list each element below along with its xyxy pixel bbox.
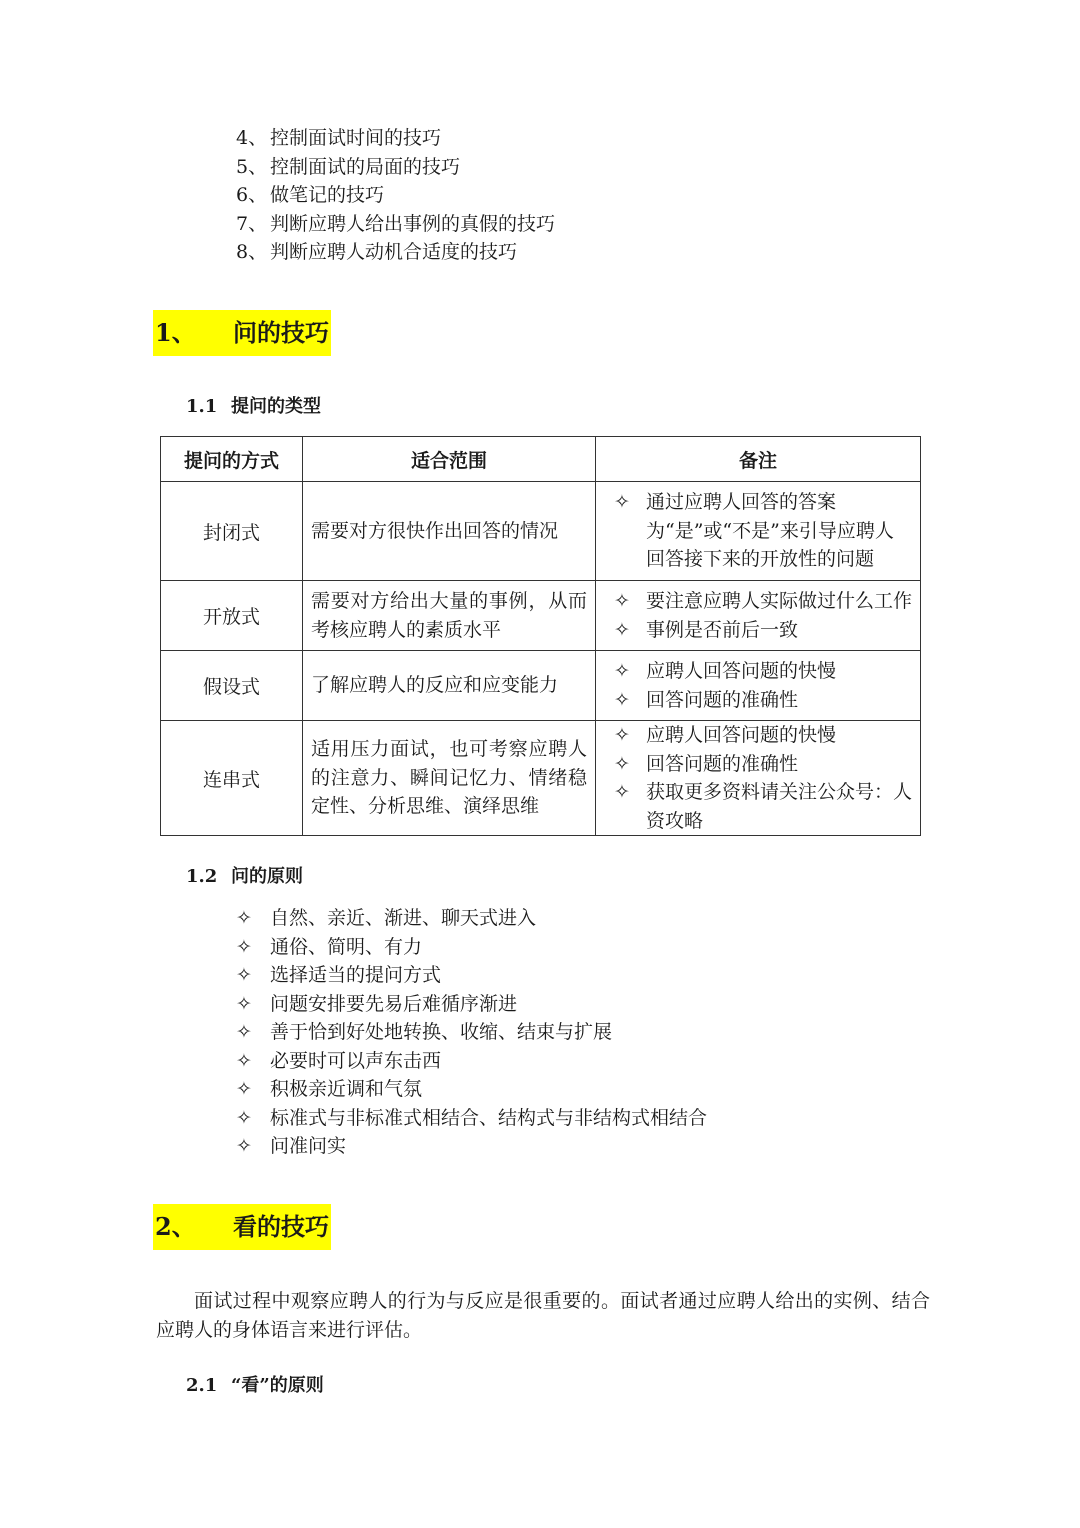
principle-item — [236, 1104, 707, 1133]
subheading-question-types — [186, 395, 321, 419]
diamond-bullet-icon: ✧ — [236, 1106, 252, 1129]
principle-text: 标准式与非标准式相结合、结构式与非结构式相结合 — [270, 1106, 708, 1129]
principle-text: 必要时可以声东击西 — [270, 1049, 442, 1072]
diamond-bullet-icon: ✧ — [236, 935, 252, 958]
principle-text: 问题安排要先易后难循序渐进 — [270, 992, 518, 1015]
note-item — [614, 686, 912, 715]
list-item-text: 控制面试时间的技巧 — [270, 127, 442, 149]
principle-text: 善于恰到好处地转换、收缩、结束与扩展 — [270, 1021, 613, 1043]
subheading-title: 提问的类型 — [231, 396, 321, 417]
principle-item — [236, 1018, 707, 1047]
list-item-text: 做笔记的技巧 — [270, 184, 385, 206]
diamond-bullet-icon: ✧ — [614, 752, 630, 775]
principle-item — [236, 990, 707, 1019]
list-item-number: 7、 — [236, 212, 268, 235]
table-cell-notes — [596, 721, 921, 836]
diamond-bullet-icon: ✧ — [614, 491, 630, 514]
principle-item — [236, 1075, 707, 1104]
note-text: 要注意应聘人实际做过什么工作 — [646, 590, 913, 612]
principle-text: 问准问实 — [270, 1135, 347, 1157]
table-row — [161, 721, 921, 836]
note-text: 回答问题的准确性 — [646, 752, 799, 775]
note-text: 通过应聘人回答的答案为“是”或“不是”来引导应聘人回答接下来的开放性的问题 — [646, 491, 894, 571]
diamond-bullet-icon: ✧ — [614, 618, 630, 641]
diamond-bullet-icon: ✧ — [614, 688, 630, 711]
look-intro-paragraph: 面试过程中观察应聘人的行为与反应是很重要的。面试者通过应聘人给出的实例、结合应聘人的身体语言来进行评估。 — [156, 1290, 930, 1341]
list-item — [236, 181, 555, 210]
question-types-table — [160, 436, 921, 836]
subheading-number: 1.1 — [186, 396, 218, 417]
section-heading-look — [153, 1204, 331, 1250]
note-item — [614, 616, 912, 645]
section-title: 问的技巧 — [233, 318, 329, 347]
note-text: 获取更多资料请关注公众号：人资攻略 — [646, 781, 913, 832]
table-cell-scope: 需要对方很快作出回答的情况 — [303, 482, 596, 581]
diamond-bullet-icon: ✧ — [614, 724, 630, 746]
note-item — [614, 488, 912, 574]
note-item — [614, 657, 912, 686]
principle-item — [236, 1132, 707, 1161]
note-item — [614, 587, 912, 616]
principle-text: 自然、亲近、渐进、聊天式进入 — [270, 907, 537, 929]
note-text: 应聘人回答问题的快慢 — [646, 724, 837, 746]
section-number: 2、 — [155, 1212, 196, 1241]
diamond-bullet-icon: ✧ — [236, 1049, 252, 1072]
list-item-text: 控制面试的局面的技巧 — [270, 155, 461, 178]
table-cell-method: 连串式 — [161, 721, 303, 836]
section-number: 1、 — [155, 318, 196, 347]
principle-text: 通俗、简明、有力 — [270, 935, 423, 958]
diamond-bullet-icon: ✧ — [236, 907, 252, 929]
diamond-bullet-icon: ✧ — [614, 590, 630, 612]
principle-item — [236, 933, 707, 962]
table-cell-notes — [596, 482, 921, 581]
table-cell-method: 开放式 — [161, 581, 303, 651]
note-text: 回答问题的准确性 — [646, 688, 799, 711]
table-row — [161, 581, 921, 651]
principle-item — [236, 961, 707, 990]
diamond-bullet-icon: ✧ — [236, 1078, 252, 1100]
list-item-number: 5、 — [236, 155, 268, 178]
table-header-row — [161, 437, 921, 482]
list-item-number: 4、 — [236, 127, 268, 149]
section-title: 看的技巧 — [233, 1212, 329, 1241]
ask-principles-list — [236, 904, 707, 1161]
table-row — [161, 482, 921, 581]
table-cell-scope: 需要对方给出大量的事例，从而考核应聘人的素质水平 — [303, 581, 596, 651]
table-row — [161, 651, 921, 721]
principle-text: 选择适当的提问方式 — [270, 964, 442, 986]
list-item-number: 6、 — [236, 184, 268, 206]
principle-item — [236, 1047, 707, 1076]
diamond-bullet-icon: ✧ — [614, 660, 630, 682]
table-cell-notes — [596, 581, 921, 651]
note-text: 事例是否前后一致 — [646, 618, 799, 641]
section-heading-ask — [153, 310, 331, 356]
list-item — [236, 210, 555, 239]
note-item — [614, 778, 912, 835]
principle-text: 积极亲近调和气氛 — [270, 1078, 423, 1100]
list-item-number: 8、 — [236, 241, 268, 263]
table-cell-scope: 了解应聘人的反应和应变能力 — [303, 651, 596, 721]
header-cell-method: 提问的方式 — [161, 437, 303, 482]
principle-item — [236, 904, 707, 933]
subheading-number: 1.2 — [186, 866, 218, 887]
list-item — [236, 238, 555, 267]
subheading-look-principles — [186, 1374, 324, 1398]
diamond-bullet-icon: ✧ — [236, 1021, 252, 1043]
diamond-bullet-icon: ✧ — [236, 992, 252, 1015]
list-item — [236, 153, 555, 182]
subheading-title: “看”的原则 — [231, 1375, 324, 1396]
subheading-number: 2.1 — [186, 1375, 218, 1396]
list-item — [236, 124, 555, 153]
note-item — [614, 721, 912, 750]
note-item — [614, 750, 912, 779]
technique-list — [236, 124, 555, 267]
diamond-bullet-icon: ✧ — [614, 781, 630, 803]
note-text: 应聘人回答问题的快慢 — [646, 660, 837, 682]
table-cell-method: 封闭式 — [161, 482, 303, 581]
diamond-bullet-icon: ✧ — [236, 964, 252, 986]
list-item-text: 判断应聘人动机合适度的技巧 — [270, 241, 518, 263]
header-cell-scope: 适合范围 — [303, 437, 596, 482]
subheading-title: 问的原则 — [231, 866, 303, 887]
table-cell-scope: 适用压力面试，也可考察应聘人的注意力、瞬间记忆力、情绪稳定性、分析思维、演绎思维 — [303, 721, 596, 836]
table-cell-method: 假设式 — [161, 651, 303, 721]
list-item-text: 判断应聘人给出事例的真假的技巧 — [270, 212, 556, 235]
table-cell-notes — [596, 651, 921, 721]
diamond-bullet-icon: ✧ — [236, 1135, 252, 1157]
subheading-ask-principles — [186, 865, 303, 889]
header-cell-notes: 备注 — [596, 437, 921, 482]
